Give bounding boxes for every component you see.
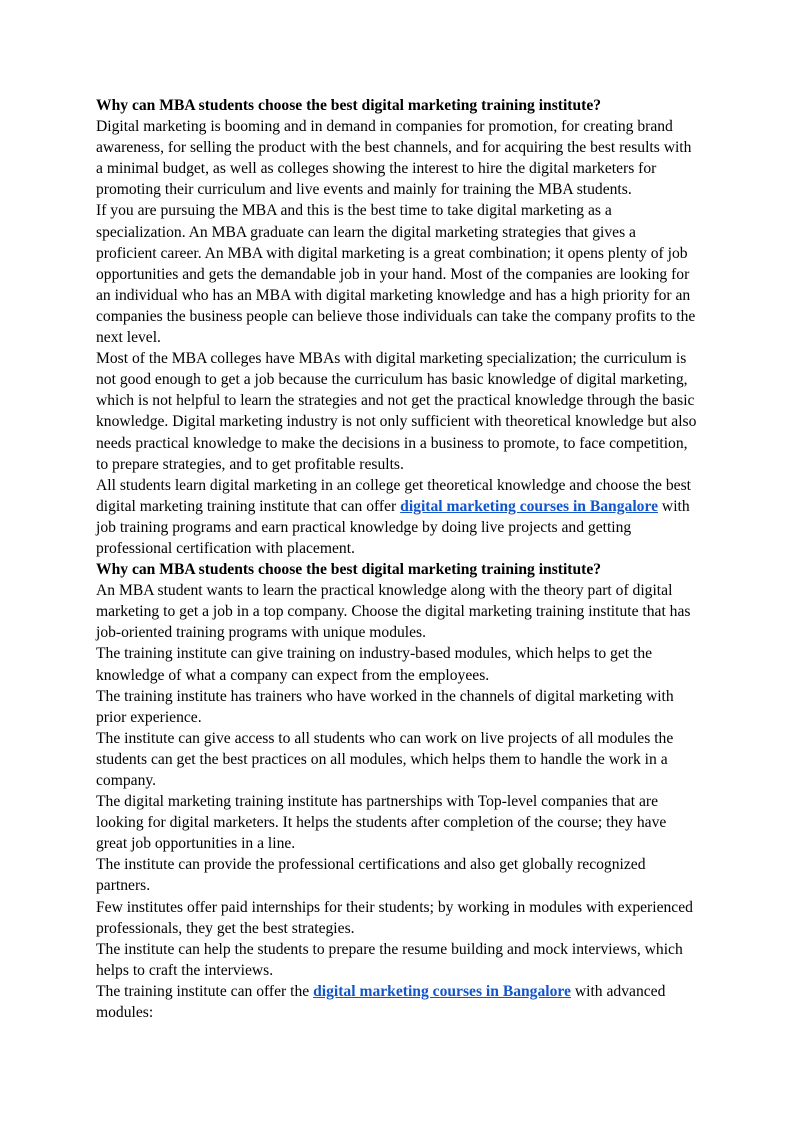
paragraph: The training institute has trainers who have worked in the channels of digital marketing with prior experience.	[96, 687, 674, 726]
paragraph-text: The training institute can offer the	[96, 982, 314, 1000]
paragraph: The institute can provide the professional certifications and also get globally recognized partners.	[96, 856, 646, 895]
paragraph: An MBA student wants to learn the practical knowledge along with the theory part of digital marketing to get a job in a top company. Choose the digital marketing training institute that has job-oriented training programs with unique modules.	[96, 582, 691, 642]
paragraph-with-link	[96, 475, 698, 559]
paragraph-with-link	[96, 981, 698, 1023]
courses-link[interactable]: digital marketing courses in Bangalore	[400, 497, 659, 515]
paragraph: Most of the MBA colleges have MBAs with digital marketing specialization; the curriculum is not good enough to get a job because the curriculum has basic knowledge of digital marketing, which is not helpful to learn the strategies and not get the practical knowledge through the basic knowledge. Digital marketing industry is not only sufficient with theoretical knowledge but also needs practical knowledge to make the decisions in a business to promote, to face competition, to prepare strategies, and to get profitable results.	[96, 350, 697, 473]
paragraph: Digital marketing is booming and in demand in companies for promotion, for creating brand awareness, for selling the product with the best channels, and for acquiring the best results with a minimal budget, as well as colleges showing the interest to hire the digital marketers for promoting their curriculum and live events and mainly for training the MBA students.	[96, 118, 692, 199]
section-heading: Why can MBA students choose the best digital marketing training institute?	[96, 97, 602, 114]
paragraph: The digital marketing training institute has partnerships with Top-level companies that are looking for digital marketers. It helps the students after completion of the course; they have great job opportunities in a line.	[96, 793, 667, 853]
paragraph: If you are pursuing the MBA and this is the best time to take digital marketing as a specialization. An MBA graduate can learn the digital marketing strategies that gives a proficient career. An MBA with digital marketing is a great combination; it opens plenty of job opportunities and gets the demandable job in your hand. Most of the companies are looking for an individual who has an MBA with digital marketing knowledge and has a high priority for an companies the business people can believe those individuals can take the company profits to the next level.	[96, 202, 696, 347]
paragraph-text: with advanced modules:	[96, 982, 666, 1022]
paragraph: The training institute can give training on industry-based modules, which helps to get the knowledge of what a company can expect from the employees.	[96, 645, 653, 684]
paragraph: The institute can help the students to prepare the resume building and mock interviews, which helps to craft the interviews.	[96, 940, 683, 979]
paragraph-text: All students learn digital marketing in an college get theoretical knowledge and choose the best digital marketing training institute that can offer	[96, 476, 691, 515]
document-body	[96, 95, 698, 1023]
paragraph: The institute can give access to all students who can work on live projects of all modules the students can get the best practices on all modules, which helps them to handle the work in a company.	[96, 729, 674, 789]
paragraph: Few institutes offer paid internships for their students; by working in modules with experienced professionals, they get the best strategies.	[96, 898, 693, 937]
courses-link[interactable]: digital marketing courses in Bangalore	[313, 982, 571, 1000]
section-heading: Why can MBA students choose the best digital marketing training institute?	[96, 561, 602, 579]
paragraph-text: with job training programs and earn practical knowledge by doing live projects and getting professional certification with placement.	[96, 497, 690, 557]
